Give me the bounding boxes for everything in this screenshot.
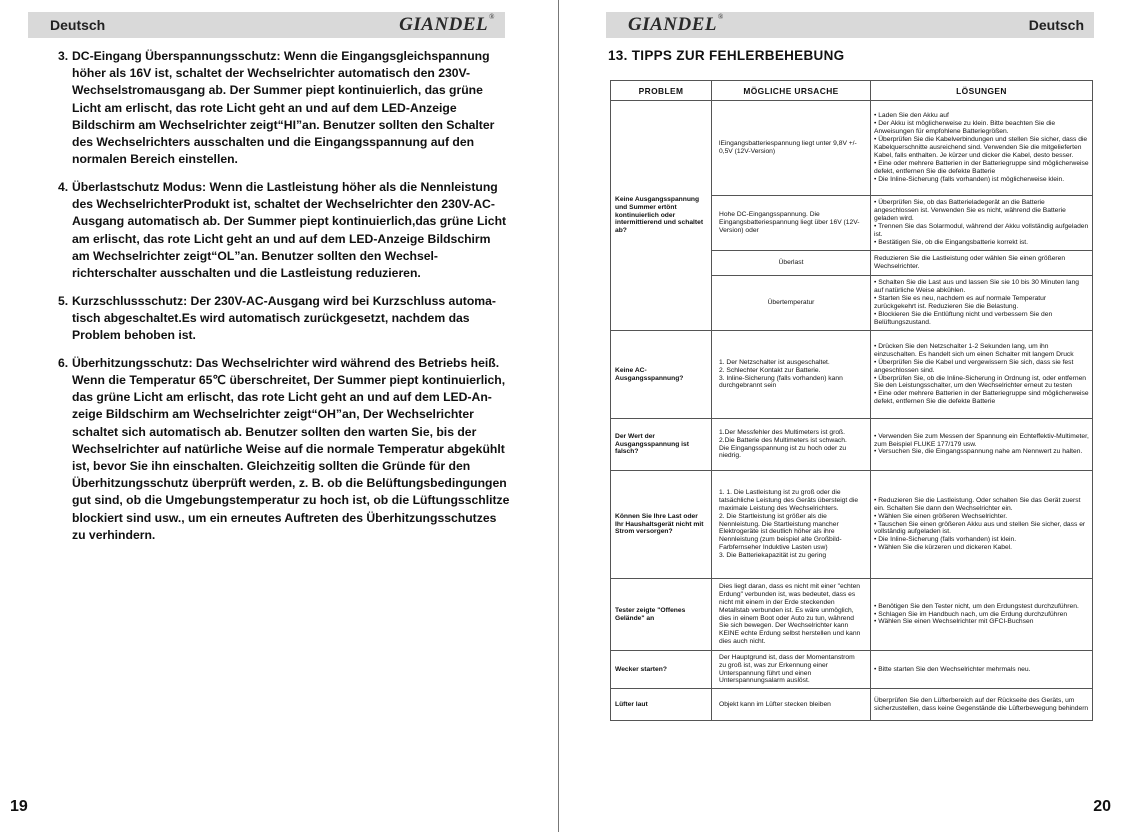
solution-cell: • Schalten Sie die Last aus und lassen Sie sie 10 bis 30 Minuten lang auf natürliche Weise abkühlen. • Starten Sie es neu, nachdem es auf normale Temperatur zurückgekehrt ist. Reduzieren Sie die Belastung. • Blockieren Sie die Entlüftung nicht und verbessern Sie den Belüftungszustand. <box>871 276 1093 331</box>
solution-cell: Überprüfen Sie den Lüfterbereich auf der Rückseite des Geräts, um sicherzustellen, dass keine Gegenstände die Lüfterbewegung behindern <box>871 689 1093 721</box>
table-row <box>611 331 1093 419</box>
table-row <box>611 471 1093 579</box>
table-row <box>611 579 1093 651</box>
page-header-right <box>606 12 1094 38</box>
page-number: 20 <box>1093 798 1111 815</box>
table-row <box>611 689 1093 721</box>
solution-cell: • Überprüfen Sie, ob das Batterieladegerät an die Batterie angeschlossen ist. Verwenden Sie es nicht, während die Batterie geladen wird. • Trennen Sie das Solarmodul, während der Akku vollständig aufgeladen ist. • Bestätigen Sie, ob die Eingangsbatterie korrekt ist. <box>871 196 1093 251</box>
cause-cell: Der Hauptgrund ist, dass der Momentanstrom zu groß ist, was zur Erkennung einer Unterspannung führt und einen Unterspannungsalarm auslöst. <box>712 651 871 689</box>
list-item: 6. Überhitzungsschutz: Das Wechselrichter wird während des Betriebs heiß. Wenn die Temperatur 65℃ überschreitet, Der Summer piept kontinuierlich, das grüne Licht am erlischt, das rote Licht geht an und auf dem LED-An-zeige Bildschirm am Wechselrichter zeigt“OH”an, Der Wechselrichter schaltet sich automatisch ab. Benutzer sollten den warten Sie, bis der Wechselrichter auf natürliche Weise auf die normale Temperatur abgekühlt ist, bevor Sie ihn einschalten. Gleichzeitig sollten die Gründe für den Überhitzungsschutz überprüft werden, z. B. ob die Belüftungsbedingungen gut sind, ob die Umgebungstemperatur zu hoch ist, ob die Lüftungsschlitze blockiert sind usw., um ein erneutes Auftreten des Überhitzungsschutzes zu verhindern. <box>58 355 510 542</box>
list-item: 5. Kurzschlussschutz: Der 230V-AC-Ausgang wird bei Kurzschluss automa-tisch abgeschaltet.Es wird automatisch zurückgesetzt, nachdem das Problem behoben ist. <box>58 293 496 343</box>
solution-cell: Reduzieren Sie die Lastleistung oder wählen Sie einen größeren Wechselrichter. <box>871 251 1093 276</box>
cause-cell: 1. 1. Die Lastleistung ist zu groß oder die tatsächliche Leistung des Geräts übersteigt die maximale Leistung des Wechselrichters. 2. Die Startleistung ist größer als die Nennleistung. Die Startleistung mancher Elektrogeräte ist deutlich höher als ihre Nennleistung (zum beispiel alte Großbild-Farbfernseher Induktive Lasten usw) 3. Die Batteriekapazität ist zu gering <box>712 471 871 579</box>
table-header-row <box>611 81 1093 101</box>
problem-cell: Tester zeigte "Offenes Gelände" an <box>611 579 712 651</box>
solution-cell: • Laden Sie den Akku auf • Der Akku ist möglicherweise zu klein. Bitte beachten Sie die Anweisungen für empfohlene Batteriegrößen. • Überprüfen Sie die Kabelverbindungen und stellen Sie sicher, dass die Kabelquerschnitte ausreichend sind. Verwenden Sie die mitgelieferten Kabel, falls enthalten. Je kürzer und dicker die Kabel, desto besser. • Eine oder mehrere Batterien in der Batteriegruppe sind möglicherweise defekt, entfernen Sie die defekte Batterie • Die Inline-Sicherung (falls vorhanden) ist möglicherweise klein. <box>871 101 1093 196</box>
cause-cell: Überlast <box>712 251 871 276</box>
brand-logo: GIANDEL® <box>399 13 495 35</box>
cause-cell: lEingangsbatteriespannung liegt unter 9,8V +/- 0,5V (12V-Version) <box>712 101 871 196</box>
cause-cell: Hohe DC-Eingangsspannung. Die Eingangsbatteriespannung liegt über 16V (12V-Version) oder <box>712 196 871 251</box>
protection-list <box>58 48 510 554</box>
solution-cell: • Verwenden Sie zum Messen der Spannung ein Echteffektiv-Multimeter, zum Beispiel FLUKE 177/179 usw. • Versuchen Sie, die Eingangsspannung nahe am Nennwert zu halten. <box>871 419 1093 471</box>
problem-cell: Wecker starten? <box>611 651 712 689</box>
language-label: Deutsch <box>1028 17 1084 33</box>
cause-cell: Dies liegt daran, dass es nicht mit einer "echten Erdung" verbunden ist, was bedeutet, dass es nicht mit einem in der Erde steckenden Metallstab verbunden ist. Es wäre unmöglich, dies in einem Boot oder Auto zu tun, während Sie sich bewegen. Der Wechselrichter kann KEINE echte Erdung selbst herstellen und kann dies auch nicht. <box>712 579 871 651</box>
problem-cell: Können Sie Ihre Last oder Ihr Haushaltsgerät nicht mit Strom versorgen? <box>611 471 712 579</box>
table-row <box>611 651 1093 689</box>
page-number: 19 <box>10 798 28 815</box>
language-label: Deutsch <box>50 17 106 33</box>
right-page <box>560 0 1129 832</box>
problem-cell: Keine AC-Ausgangsspannung? <box>611 331 712 419</box>
solution-cell: • Benötigen Sie den Tester nicht, um den Erdungstest durchzuführen. • Schlagen Sie im Handbuch nach, um die Erdung durchzuführen • Wählen Sie einen Wechselrichter mit GFCI-Buchsen <box>871 579 1093 651</box>
problem-cell: Lüfter laut <box>611 689 712 721</box>
page-header-left <box>28 12 505 38</box>
problem-cell: Der Wert der Ausgangsspannung ist falsch? <box>611 419 712 471</box>
cause-cell: Übertemperatur <box>712 276 871 331</box>
brand-logo: GIANDEL® <box>628 13 724 35</box>
cause-cell: Objekt kann im Lüfter stecken bleiben <box>712 689 871 721</box>
solution-cell: • Drücken Sie den Netzschalter 1-2 Sekunden lang, um ihn einzuschalten. Es handelt sich um einen Schalter mit langem Druck • Überprüfen Sie die Kabel und vergewissern Sie sich, dass sie fest angeschlossen sind. • Überprüfen Sie, ob die Inline-Sicherung in Ordnung ist, oder entfernen Sie den Leistungsschalter, um den Wechselrichter erneut zu testen • Eine oder mehrere Batterien in der Batteriegruppe sind möglicherweise defekt, entfernen Sie die defekte Batterie <box>871 331 1093 419</box>
table-row <box>611 419 1093 471</box>
cause-cell: 1.Der Messfehler des Multimeters ist groß. 2.Die Batterie des Multimeters ist schwach. Die Eingangsspannung ist zu hoch oder zu niedrig. <box>712 419 871 471</box>
cause-cell: 1. Der Netzschalter ist ausgeschaltet. 2. Schlechter Kontakt zur Batterie. 3. Inline-Sicherung (falls vorhanden) kann durchgebrannt sein <box>712 331 871 419</box>
list-item: 3. DC-Eingang Überspannungsschutz: Wenn die Eingangsgleichspannung höher als 16V ist, schaltet der Wechselrichter automatisch den 230V-Wechselstromausgang ab. Der Summer piept kontinuierlich, das grüne Licht am erlischt, das rote Licht geht an und auf dem LED-Anzeige Bildschirm am Wechselrichter zeigt“HI”an. Benutzer sollten den Schalter des Wechselrichters ausschalten und die Eingangsspannung auf den normalen Bereich einstellen. <box>58 49 495 167</box>
solution-cell: • Bitte starten Sie den Wechselrichter mehrmals neu. <box>871 651 1093 689</box>
page-divider <box>558 0 559 832</box>
problem-cell: Keine Ausgangsspannung und Summer ertönt kontinuierlich oder intermittierend und schaltet ab? <box>611 101 712 331</box>
left-page <box>0 0 558 832</box>
table-row <box>611 101 1093 196</box>
solution-cell: • Reduzieren Sie die Lastleistung. Oder schalten Sie das Gerät zuerst ein. Schalten Sie dann den Wechselrichter ein. • Wählen Sie einen größeren Wechselrichter. • Tauschen Sie einen größeren Akku aus und stellen Sie sicher, dass er vollständig aufgeladen ist. • Die Inline-Sicherung (falls vorhanden) ist klein. • Wählen Sie die kürzeren und dickeren Kabel. <box>871 471 1093 579</box>
column-header: MÖGLICHE URSACHE <box>712 81 871 101</box>
troubleshooting-table <box>610 80 1093 721</box>
column-header: PROBLEM <box>611 81 712 101</box>
list-item: 4. Überlastschutz Modus: Wenn die Lastleistung höher als die Nennleistung des WechselrichterProdukt ist, schaltet der Wechselrichter den 230V-AC-Ausgang automatisch ab. Der Summer piept kontinuierlich,das grüne Licht am erlischt, das rote Licht geht an und auf dem LED-Anzeige Bildschirm am Wechselrichter zeigt“OL”an. Benutzer sollten den Wechsel-richterschalter ausschalten und die Lastleistung reduzieren. <box>58 179 507 280</box>
column-header: LÖSUNGEN <box>871 81 1093 101</box>
section-title: 13. TIPPS ZUR FEHLERBEHEBUNG <box>608 48 845 63</box>
